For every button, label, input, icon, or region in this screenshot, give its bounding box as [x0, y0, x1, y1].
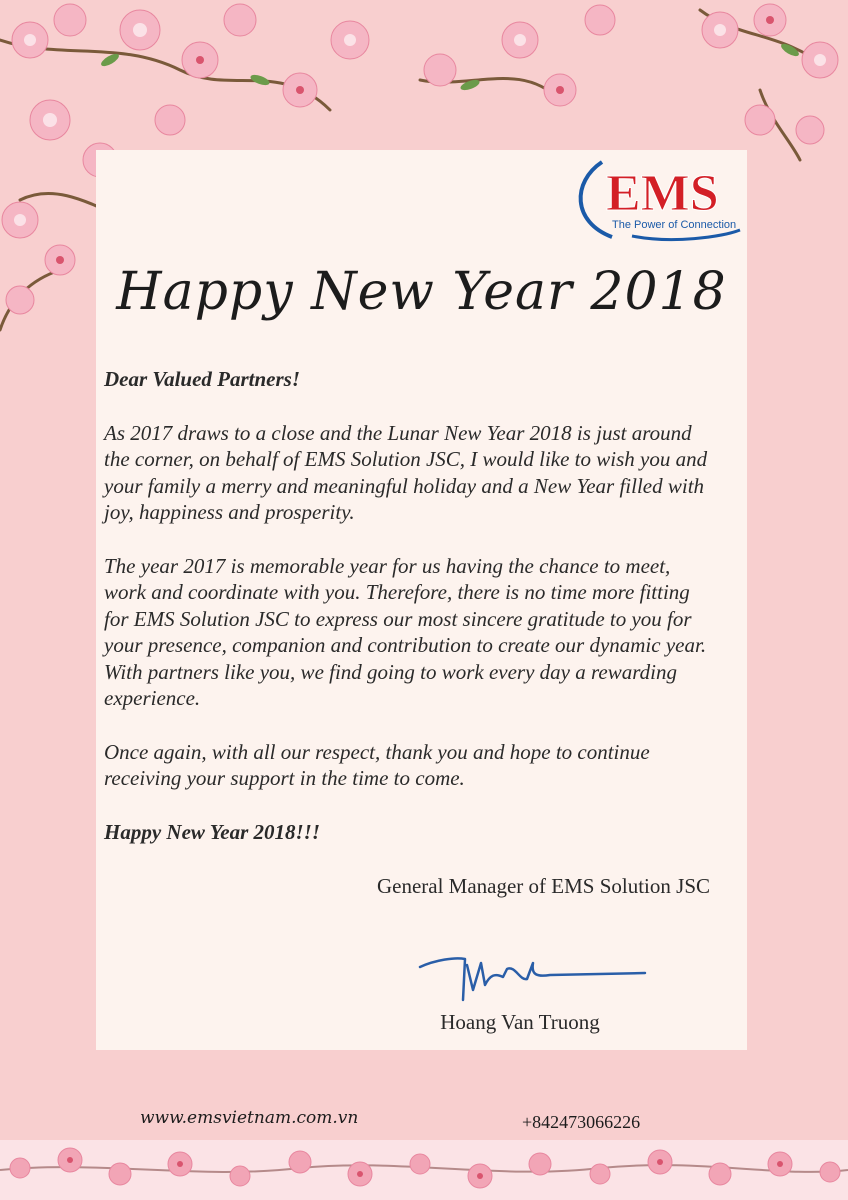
paragraph: The year 2017 is memorable year for us having the chance to meet, work and coordinate with you. Therefore, there is no time more fitting for EMS Solution JSC to express our most sincere gratitude to you for your presence, companion and contribution to create our dynamic year. With partners like you, we find going to work every day a rewarding experience.	[104, 553, 707, 710]
website-link[interactable]: www.emsvietnam.com.vn	[140, 1108, 359, 1128]
signer-name: Hoang Van Truong	[440, 1010, 600, 1034]
footer-blossom-border	[0, 1140, 848, 1200]
signer-position: General Manager of EMS Solution JSC	[376, 874, 710, 898]
headline: Happy New Year 2018	[116, 262, 727, 322]
greeting: Dear Valued Partners!	[104, 367, 301, 391]
paragraph: As 2017 draws to a close and the Lunar New Year 2018 is just around the corner, on behalf of EMS Solution JSC, I would like to wish you and your family a merry and meaningful holiday and a New Year filled with joy, happiness and prosperity.	[104, 420, 708, 524]
closing: Happy New Year 2018!!!	[104, 819, 321, 844]
signature	[415, 945, 655, 1005]
paragraph: Once again, with all our respect, thank you and hope to continue receiving your support in the time to come.	[104, 739, 650, 790]
ems-logo	[572, 152, 742, 244]
phone-number: +842473066226	[522, 1112, 641, 1132]
letter-body	[104, 366, 714, 872]
svg-text:EMS: EMS	[606, 165, 719, 222]
svg-text:The Power of Connection: The Power of Connection	[612, 219, 737, 231]
